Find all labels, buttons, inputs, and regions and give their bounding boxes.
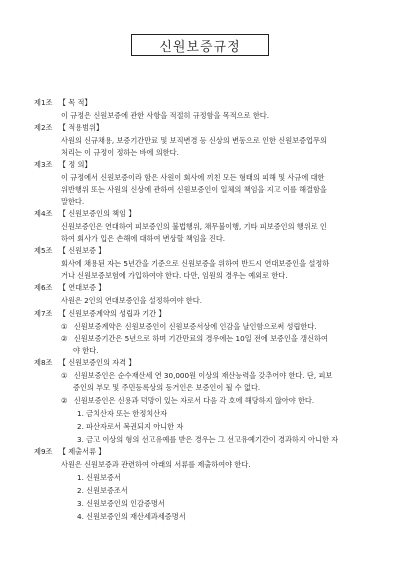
item-text: 신원보증기간은 5년으로 하며 기간만료의 경우에는 10일 전에 보증인을 갱신하여 [73, 334, 328, 343]
article-heading: 【 제출서류 】 [58, 447, 106, 456]
sub-item: 1. 신원보증서 [77, 473, 121, 482]
article-text: 사원은 2인의 연대보증인을 설정하여야 한다. [61, 296, 202, 305]
article-4-header [34, 209, 136, 219]
article-number: 제2조 [34, 123, 53, 132]
article-number: 제6조 [34, 283, 53, 292]
item-marker: ① [61, 322, 68, 331]
sub-item: 3. 신원보증인의 인감증명서 [77, 499, 165, 508]
article-2-header [34, 123, 103, 133]
item-marker: ① [61, 371, 68, 380]
article-heading: 【 신원보증인의 자격 】 [58, 358, 136, 367]
article-text: 위반행위 또는 사원의 신상에 관하여 신원보증인이 일체의 책임을 지고 이를 해결함을 [61, 185, 327, 194]
article-heading: 【 신원보증계약의 성립과 기간 】 [58, 309, 166, 318]
article-text: 말한다. [61, 197, 85, 206]
article-number: 제5조 [34, 246, 53, 255]
sub-item: 4. 신원보증인의 재산세과세증명서 [77, 512, 186, 521]
article-number: 제8조 [34, 358, 53, 367]
article-heading: 【 목 적】 [58, 98, 92, 107]
list-item [61, 334, 328, 344]
article-number: 제7조 [34, 309, 53, 318]
item-text-continued: 증인의 부모 및 주민등록상의 동거인은 보증인이 될 수 없다. [73, 383, 261, 392]
list-item [61, 322, 317, 332]
article-5-header [34, 246, 105, 256]
article-text: 회사에 채용된 자는 5년간을 기준으로 신원보증을 위하여 반드시 연대보증인을 설정하 [61, 259, 330, 268]
article-9-header [34, 447, 105, 457]
sub-item: 3. 금고 이상의 형의 선고유예를 받은 경우는 그 선고유예기간이 경과하지 아니한 자 [77, 435, 339, 444]
title-area [0, 0, 400, 60]
article-text: 신원보증인은 연대하여 피보증인의 불법행위, 채무불이행, 기타 피보증인의 행위로 인 [61, 222, 327, 231]
article-8-header [34, 358, 136, 368]
article-text: 거나 신원보증보험에 가입하여야 한다. 다만, 임원의 경우는 예외로 한다. [61, 271, 288, 280]
article-number: 제9조 [34, 447, 53, 456]
article-number: 제1조 [34, 98, 53, 107]
article-heading: 【 연대보증 】 [58, 283, 106, 292]
article-heading: 【 정 의】 [58, 160, 92, 169]
article-text: 이 규정에서 신원보증이라 함은 사원이 회사에 끼친 모든 형태의 피해 및 사규에 대한 [61, 173, 325, 182]
document-title: 신원보증규정 [131, 34, 269, 56]
article-number: 제4조 [34, 209, 53, 218]
article-text: 사원의 신규채용, 보증기간만료 및 보직변경 등 신상의 변동으로 인한 신원보증업무의 [61, 136, 327, 145]
article-heading: 【 신원보증인의 책임 】 [58, 209, 136, 218]
article-3-header [34, 160, 92, 170]
item-text: 신원보증인은 신용과 덕망이 있는 자로서 다음 각 호에 해당하지 않아야 한다. [73, 396, 315, 405]
item-text: 신원보증계약은 신원보증인이 신원보증서상에 인감을 날인함으로써 성립한다. [73, 322, 317, 331]
article-number: 제3조 [34, 160, 53, 169]
sub-item: 2. 신원보증조서 [77, 486, 128, 495]
article-text: 처리는 이 규정이 정하는 바에 의한다. [61, 148, 179, 157]
list-item [61, 371, 332, 381]
article-heading: 【 신원보증 】 [58, 246, 106, 255]
item-text: 신원보증인은 순수재산세 연 30,000원 이상의 재산능력을 갖추어야 한다. 단, 피보 [73, 371, 333, 380]
article-text: 하여 회사가 입은 손해에 대하여 변상할 책임을 진다. [61, 234, 226, 243]
item-marker: ② [61, 334, 68, 343]
article-heading: 【 적용범위】 [58, 123, 104, 132]
article-1-header [34, 98, 92, 108]
list-item [61, 396, 314, 406]
sub-item: 1. 금치산자 또는 한정치산자 [77, 409, 168, 418]
article-text: 이 규정은 신원보증에 관한 사항을 적절히 규정함을 목적으로 한다. [61, 111, 270, 120]
item-text-continued: 야 한다. [73, 346, 99, 355]
article-text: 사원은 신원보증과 관련하여 아래의 서류를 제출하여야 한다. [61, 460, 251, 469]
sub-item: 2. 파산자로서 복권되지 아니한 자 [77, 422, 184, 431]
item-marker: ② [61, 396, 68, 405]
article-7-header [34, 309, 166, 319]
article-6-header [34, 283, 105, 293]
